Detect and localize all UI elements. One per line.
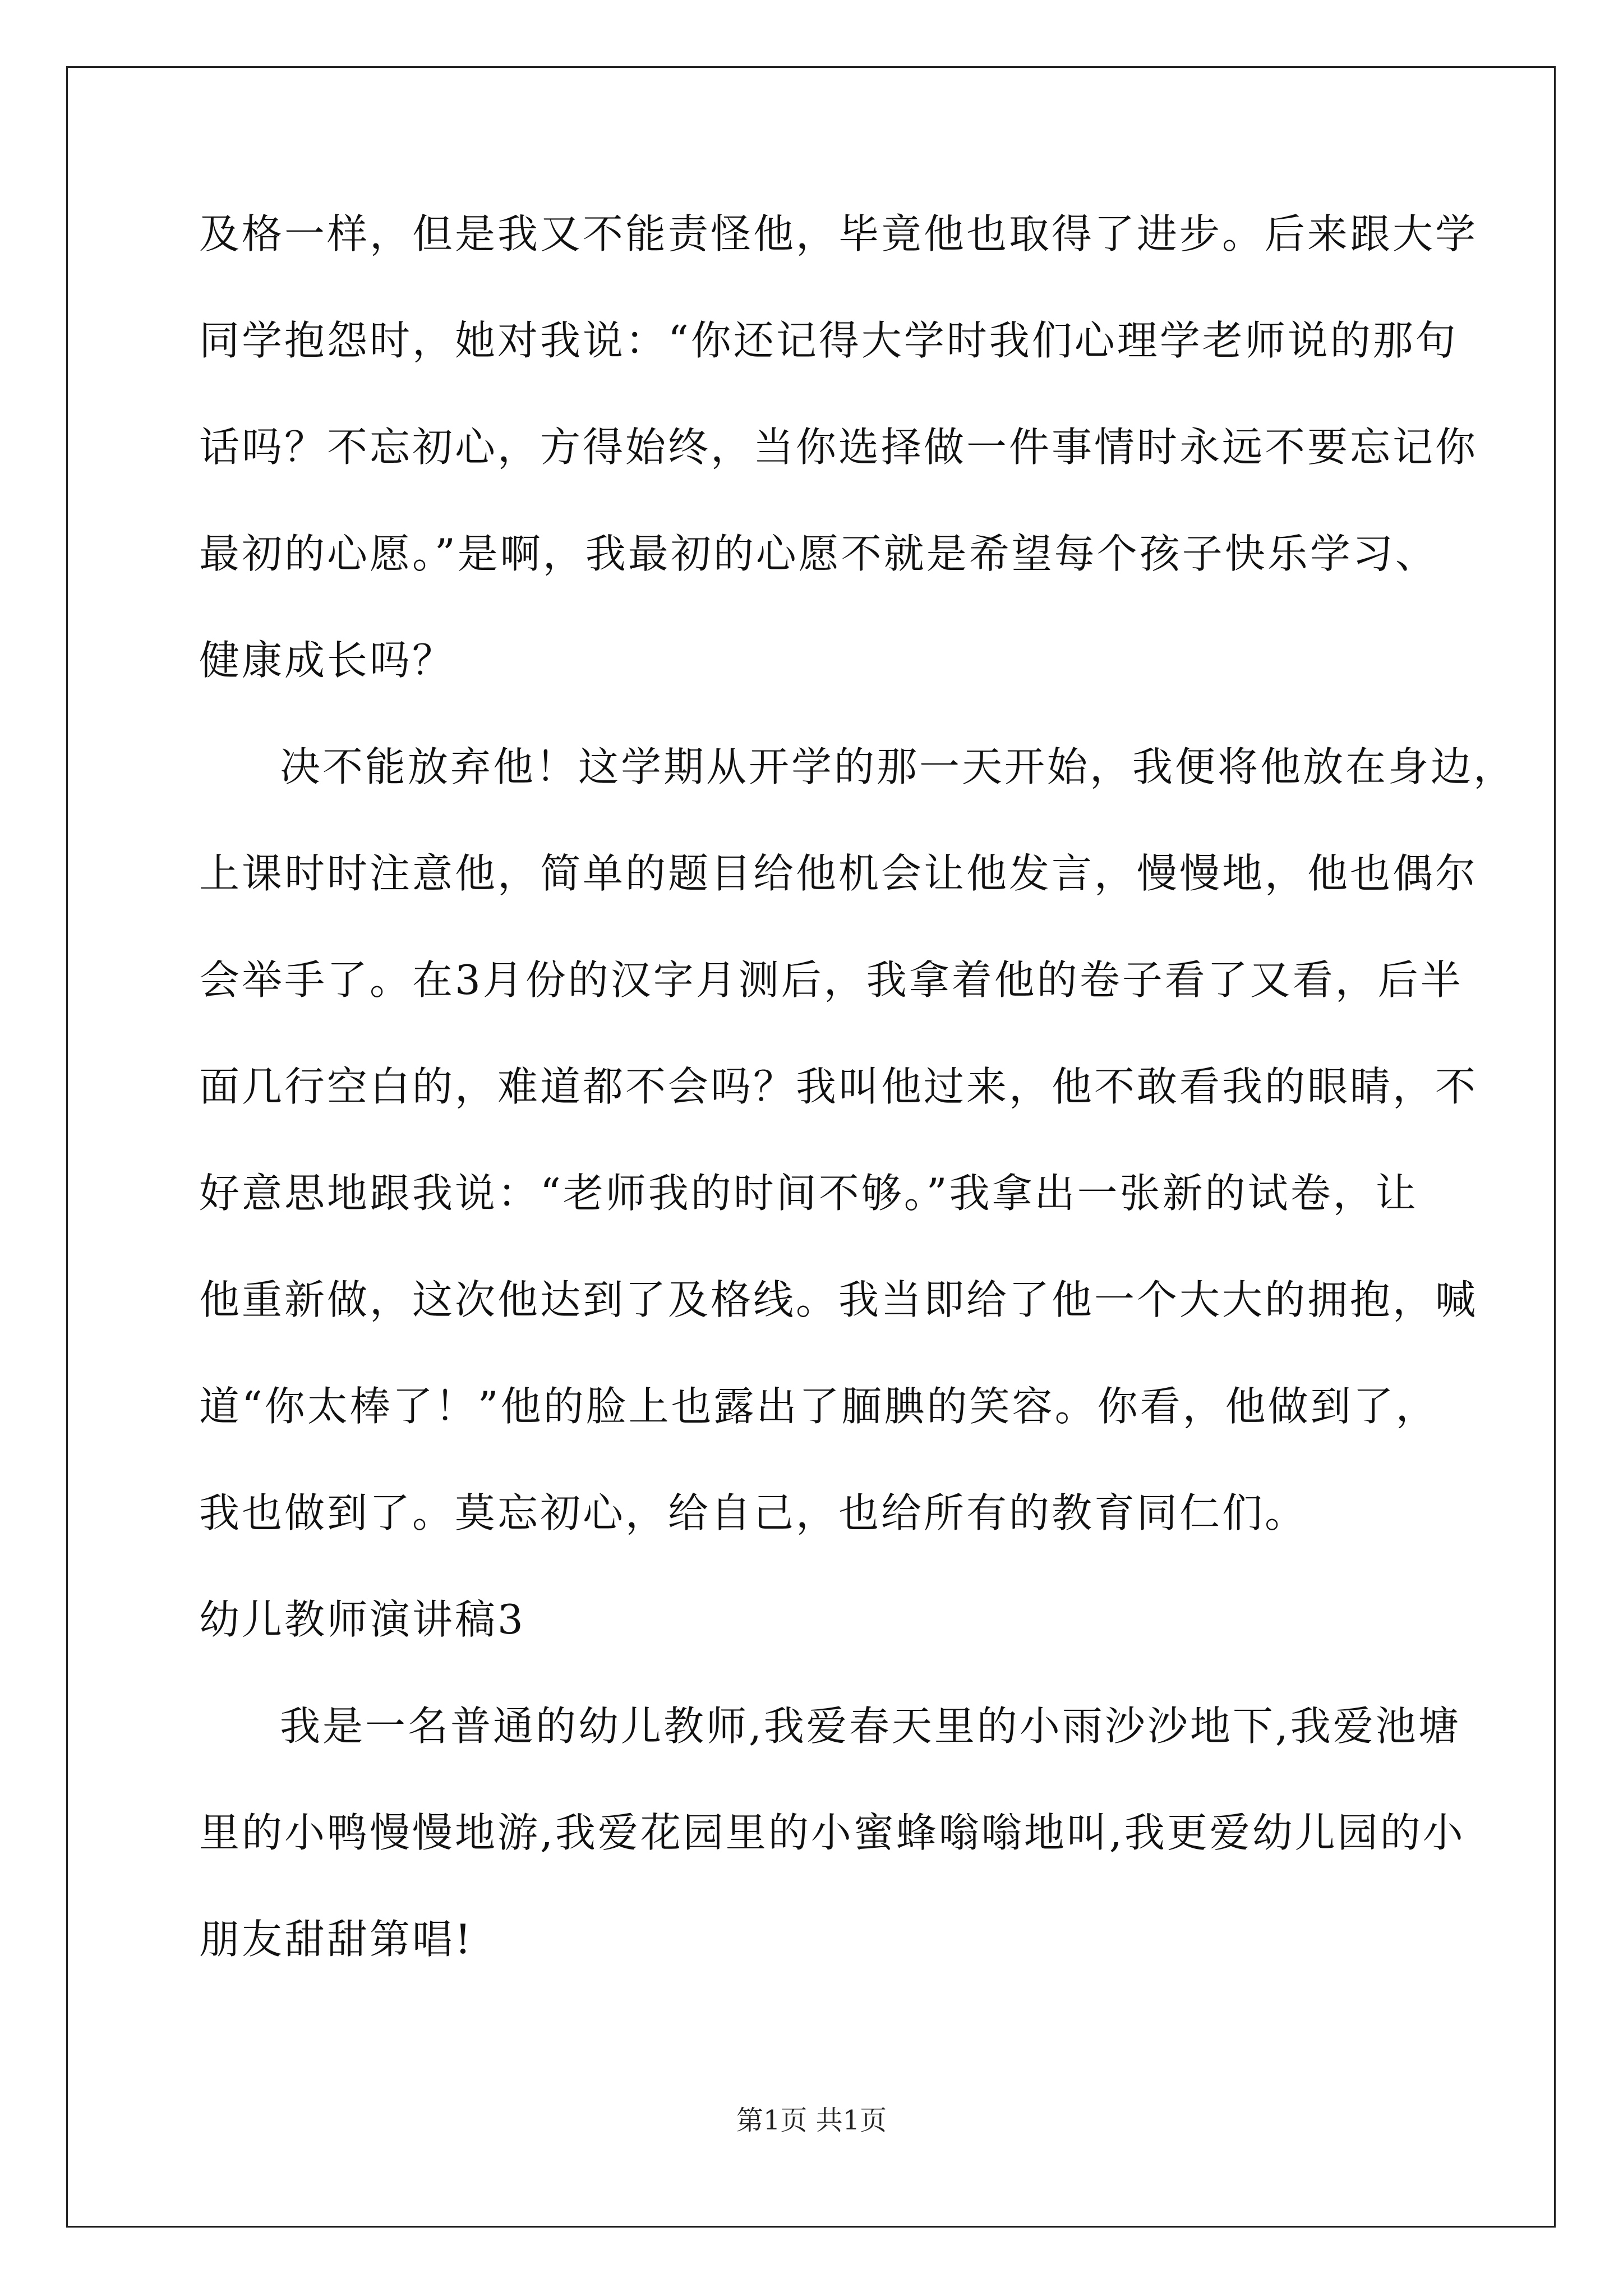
- text-line: 里的小鸭慢慢地游,我爱花园里的小蜜蜂嗡嗡地叫,我更爱幼儿园的小: [199, 1809, 1465, 1856]
- text-line: 健康成长吗？: [199, 637, 455, 684]
- text-line: 最初的心愿。”是啊，我最初的心愿不就是希望每个孩子快乐学习、: [199, 530, 1438, 577]
- page-footer: 第1页 共1页: [736, 2105, 887, 2136]
- text-line: 面几行空白的，难道都不会吗？我叫他过来，他不敢看我的眼睛，不: [199, 1063, 1478, 1110]
- text-line: 上课时时注意他，简单的题目给他机会让他发言，慢慢地，他也偶尔: [199, 850, 1478, 897]
- page-frame: [66, 66, 1556, 2228]
- text-line: 话吗？不忘初心，方得始终，当你选择做一件事情时永远不要忘记你: [199, 424, 1478, 471]
- text-line: 好意思地跟我说：“老师我的时间不够。”我拿出一张新的试卷，让: [199, 1170, 1418, 1217]
- paragraph-start-line: 决不能放弃他！这学期从开学的那一天开始，我便将他放在身边，: [280, 743, 1516, 790]
- text-line: 同学抱怨时，她对我说：“你还记得大学时我们心理学老师说的那句: [199, 317, 1458, 364]
- text-line: 他重新做，这次他达到了及格线。我当即给了他一个大大的拥抱，喊: [199, 1276, 1478, 1323]
- section-heading: 幼儿教师演讲稿3: [199, 1596, 525, 1643]
- text-line: 会举手了。在3月份的汉字月测后，我拿着他的卷子看了又看，后半: [199, 956, 1463, 1004]
- text-line: 我也做到了。莫忘初心，给自己，也给所有的教育同仁们。: [199, 1489, 1308, 1536]
- text-line: 及格一样，但是我又不能责怪他，毕竟他也取得了进步。后来跟大学: [199, 210, 1478, 257]
- text-line: 朋友甜甜第唱!: [199, 1916, 473, 1963]
- text-line: 道“你太棒了！”他的脸上也露出了腼腆的笑容。你看，他做到了，: [199, 1383, 1438, 1430]
- paragraph-start-line: 我是一名普通的幼儿教师,我爱春天里的小雨沙沙地下,我爱池塘: [280, 1703, 1461, 1750]
